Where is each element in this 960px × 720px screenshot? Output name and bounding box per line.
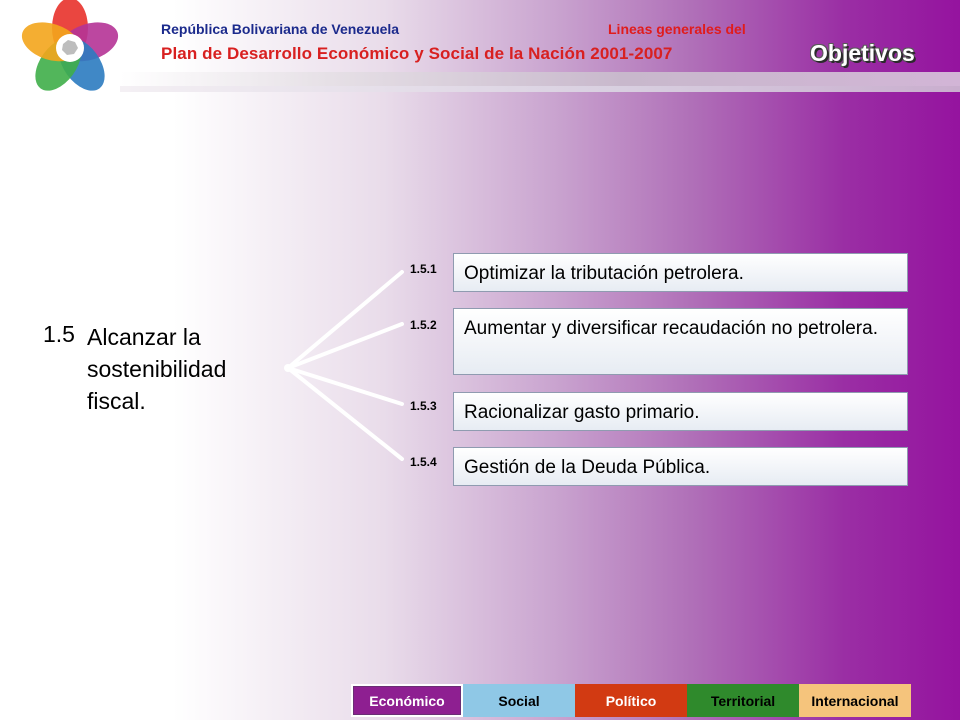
lineas-title: Lineas generales del [608,21,746,37]
tab-internacional[interactable]: Internacional [799,684,911,717]
section-title: Objetivos [810,40,915,66]
objective-box-3[interactable] [453,392,908,431]
tab-territorial[interactable]: Territorial [687,684,799,717]
header-bar [120,72,960,86]
objective-box-1[interactable] [453,253,908,292]
objective-number-3: 1.5.3 [410,399,437,413]
header-divider [120,86,960,92]
tab-politico[interactable]: Político [575,684,687,717]
plan-title: Plan de Desarrollo Económico y Social de la Nación 2001-2007 [161,44,673,63]
objective-text-4: Gestión de la Deuda Pública. [464,457,711,478]
objective-number-1: 1.5.1 [410,262,437,276]
section-tabs [351,684,911,717]
objective-text-1: Optimizar la tributación petrolera. [464,263,744,284]
tab-social[interactable]: Social [463,684,575,717]
objective-text-2: Aumentar y diversificar recaudación no petrolera. [464,318,878,339]
objective-box-2[interactable] [453,308,908,375]
flower-logo [18,0,122,96]
goal-text: Alcanzar la sostenibilidad fiscal. [87,324,227,414]
objective-number-2: 1.5.2 [410,318,437,332]
country-title: República Bolivariana de Venezuela [161,21,400,37]
objective-box-4[interactable] [453,447,908,486]
goal-number: 1.5 [43,321,75,347]
objective-number-4: 1.5.4 [410,455,437,469]
objective-text-3: Racionalizar gasto primario. [464,402,700,423]
tab-economico[interactable]: Económico [351,684,463,717]
